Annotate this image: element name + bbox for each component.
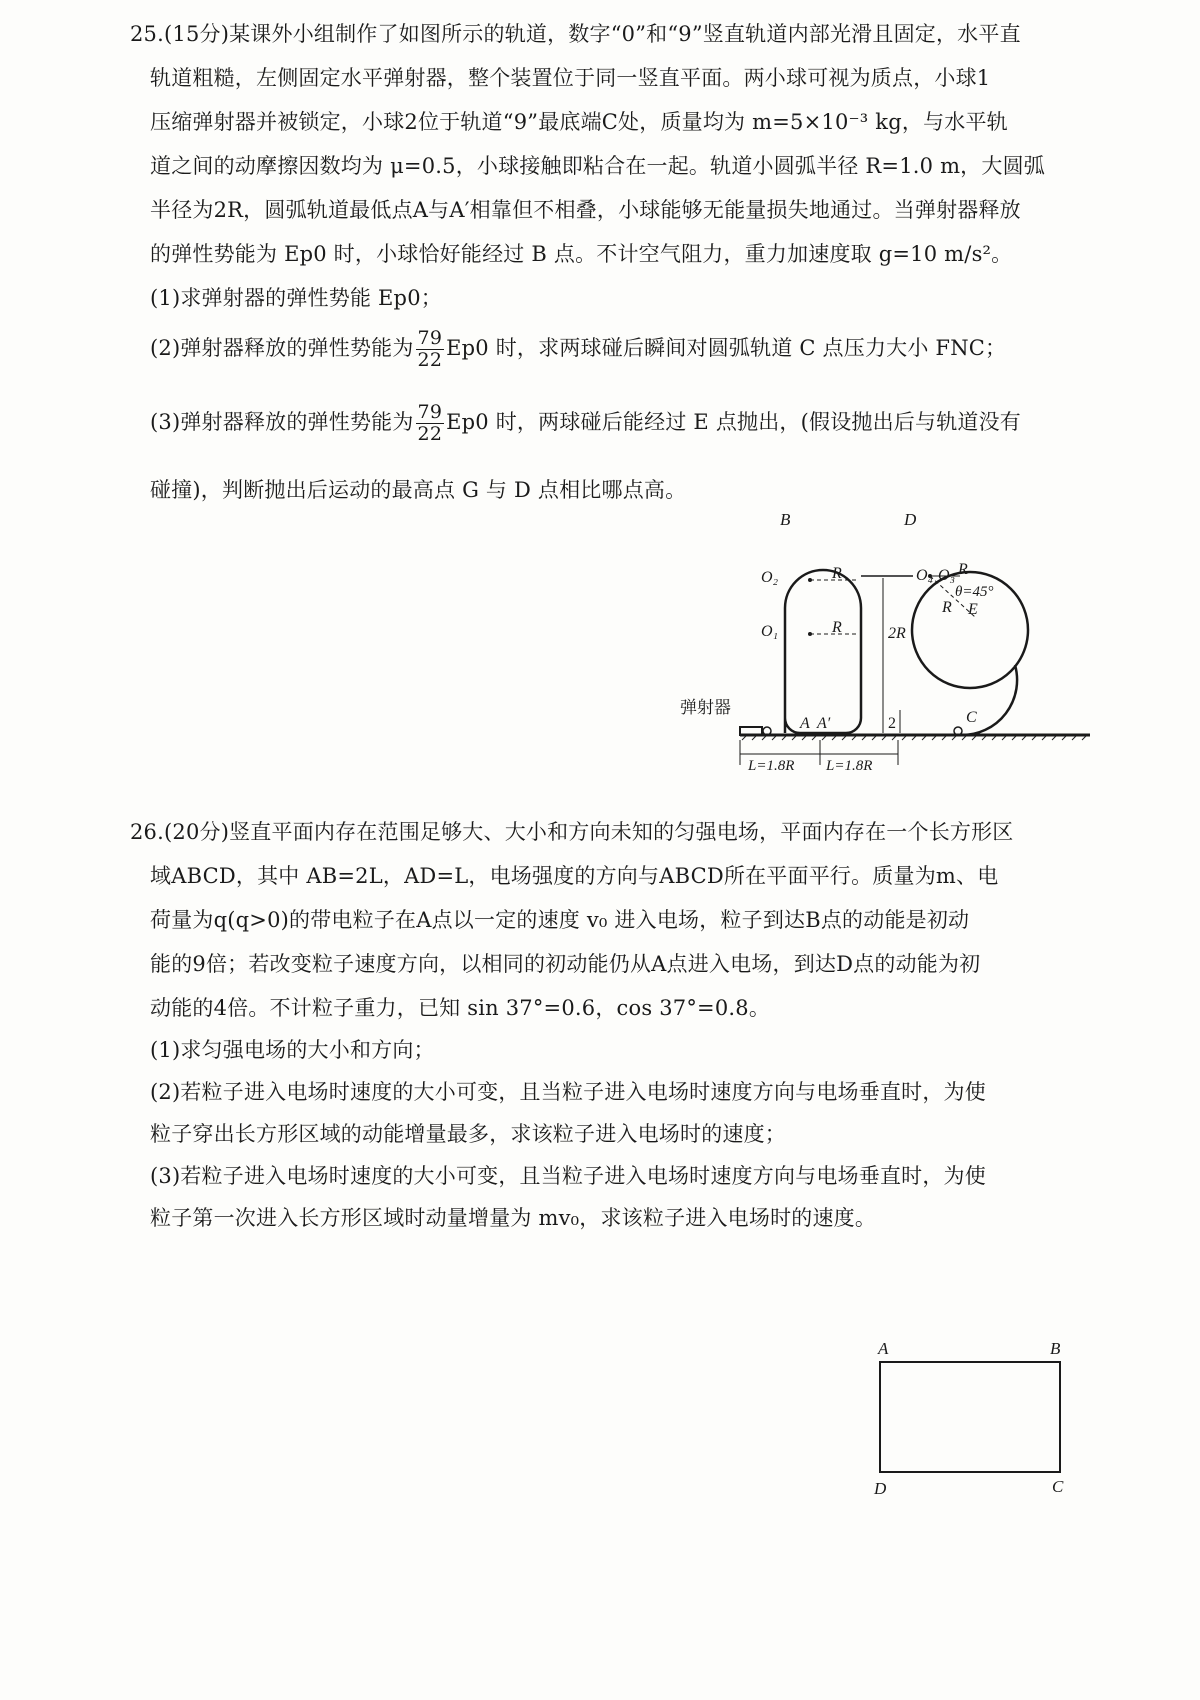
p26-question-3-line-2: 粒子第一次进入长方形区域时动量增量为 mv₀，求该粒子进入电场时的速度。 xyxy=(150,1206,877,1230)
p26-question-3-line-1: (3)若粒子进入电场时速度的大小可变，且当粒子进入电场时速度方向与电场垂直时，为使 xyxy=(150,1164,986,1188)
p26-line-2: 域ABCD，其中 AB=2L，AD=L，电场强度的方向与ABCD所在平面平行。质量为m、电 xyxy=(150,864,999,888)
p25-question-3 xyxy=(150,402,1021,445)
point-O1 xyxy=(808,632,812,636)
label-R-E: R xyxy=(942,599,952,616)
label-O4: O₄ xyxy=(916,567,934,584)
label-launcher: 弹射器 xyxy=(680,698,731,717)
p25-question-3-cont: 碰撞)，判断抛出后运动的最高点 G 与 D 点相比哪点高。 xyxy=(150,478,687,502)
figure-26-rectangle xyxy=(860,1340,1090,1510)
label-L-1: L=1.8R xyxy=(748,758,795,774)
label-O3: O₃ xyxy=(938,567,956,584)
label-A: A xyxy=(878,1339,889,1358)
p26-line-5: 动能的4倍。不计粒子重力，已知 sin 37°=0.6，cos 37°=0.8。 xyxy=(150,996,771,1020)
p25-line-5: 半径为2R，圆弧轨道最低点A与A′相靠但不相叠，小球能够无能量损失地通过。当弹射器释放 xyxy=(150,198,1021,222)
fraction-79-22 xyxy=(416,328,445,371)
label-O1: O₁ xyxy=(761,623,779,640)
p26-question-2-line-1: (2)若粒子进入电场时速度的大小可变，且当粒子进入电场时速度方向与电场垂直时，为使 xyxy=(150,1080,986,1104)
label-2R: 2R xyxy=(888,625,906,642)
label-C: C xyxy=(966,709,977,726)
p26-line-3: 荷量为q(q>0)的带电粒子在A点以一定的速度 v₀ 进入电场，粒子到达B点的动能是初动 xyxy=(150,908,970,932)
figure-25-track-diagram xyxy=(680,510,1100,795)
label-O2: O₂ xyxy=(761,569,779,586)
p25-q3-text-after: Ep0 时，两球碰后能经过 E 点抛出，(假设抛出后与轨道没有 xyxy=(446,410,1022,434)
label-R-O2: R xyxy=(832,565,842,582)
p26-question-1: (1)求匀强电场的大小和方向； xyxy=(150,1038,435,1062)
label-B: B xyxy=(1050,1339,1061,1358)
p25-line-6: 的弹性势能为 Ep0 时，小球恰好能经过 B 点。不计空气阻力，重力加速度取 g=10 m/s²。 xyxy=(150,242,1013,266)
label-L-2: L=1.8R xyxy=(826,758,873,774)
fraction-numerator: 79 xyxy=(417,401,443,423)
p25-line-4: 道之间的动摩擦因数均为 μ=0.5，小球接触即粘合在一起。轨道小圆弧半径 R=1.0 m，大圆弧 xyxy=(150,154,1045,178)
p26-question-2-line-2: 粒子穿出长方形区域的动能增量最多，求该粒子进入电场时的速度； xyxy=(150,1122,786,1146)
label-2: 2 xyxy=(888,715,896,732)
fraction-denominator: 22 xyxy=(417,349,443,371)
p25-q2-text-before: (2)弹射器释放的弹性势能为 xyxy=(150,336,414,360)
p25-line-1: 25.(15分)某课外小组制作了如图所示的轨道，数字“0”和“9”竖直轨道内部光滑且固定，水平直 xyxy=(130,22,1021,46)
point-O2 xyxy=(808,578,812,582)
fraction-79-22-b xyxy=(416,402,445,445)
p25-question-2 xyxy=(150,328,1006,371)
p25-line-2: 轨道粗糙，左侧固定水平弹射器，整个装置位于同一竖直平面。两小球可视为质点，小球1 xyxy=(150,66,991,90)
label-C: C xyxy=(1052,1477,1064,1496)
p26-line-1: 26.(20分)竖直平面内存在范围足够大、大小和方向未知的匀强电场，平面内存在一个长方形区 xyxy=(130,820,1014,844)
rectangle-ABCD xyxy=(880,1362,1060,1472)
track-zero xyxy=(785,570,861,733)
fraction-numerator: 79 xyxy=(417,327,443,349)
p25-q2-text-after: Ep0 时，求两球碰后瞬间对圆弧轨道 C 点压力大小 FNC； xyxy=(446,336,1007,360)
p26-line-4: 能的9倍；若改变粒子速度方向，以相同的初动能仍从A点进入电场，到达D点的动能为初 xyxy=(150,952,981,976)
label-B: B xyxy=(780,510,791,529)
label-D: D xyxy=(904,510,917,529)
label-E: E xyxy=(968,601,978,618)
fraction-denominator: 22 xyxy=(417,423,443,445)
p25-line-3: 压缩弹射器并被锁定，小球2位于轨道“9”最底端C处，质量均为 m=5×10⁻³ kg，与水平轨 xyxy=(150,110,1008,134)
label-A: A xyxy=(800,715,810,732)
label-D: D xyxy=(874,1479,887,1498)
p25-question-1: (1)求弹射器的弹性势能 Ep0； xyxy=(150,286,442,310)
label-theta: θ=45° xyxy=(955,584,994,600)
label-A-prime: A′ xyxy=(817,715,831,732)
p25-q3-text-before: (3)弹射器释放的弹性势能为 xyxy=(150,410,414,434)
label-R-O1: R xyxy=(832,619,842,636)
label-R-O3: R xyxy=(958,561,968,578)
